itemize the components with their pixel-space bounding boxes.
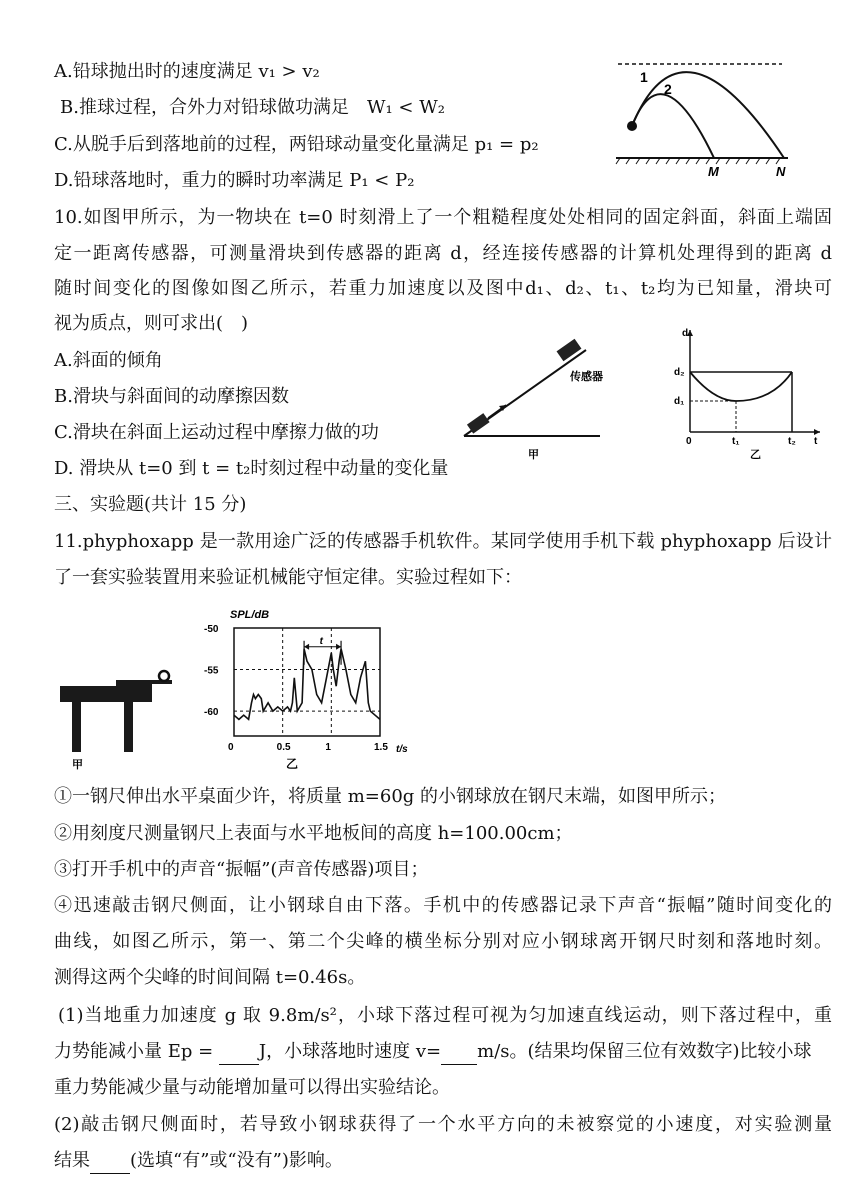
- q10-incline-figure: [458, 338, 608, 464]
- x-tick-label: 1: [325, 742, 331, 753]
- q11-step-3: ③打开手机中的声音“振幅”(声音传感器)项目；: [54, 859, 429, 880]
- q10-stem-line-3: 随时间变化的图像如图乙所示，若重力加速度以及图中d₁、d₂、t₁、t₂均为已知量，滑块可: [54, 278, 832, 299]
- x-tick-label: 1.5: [374, 742, 388, 753]
- tabletop: [60, 686, 152, 702]
- q9-option-c: C.从脱手后到落地前的过程，两铅球动量变化量满足 p₁ = p₂: [54, 134, 539, 155]
- q11-sub1-text-a: 力势能减小量 Ep =: [54, 1041, 219, 1062]
- q10-stem-line-4: 视为质点，则可求出( ): [54, 313, 249, 334]
- q11-step-4-line-3: 测得这两个尖峰的时间间隔 t=0.46s。: [54, 967, 366, 988]
- shot-ball: [627, 121, 637, 131]
- q11-sub1-line-3: 重力势能减少量与动能增加量可以得出实验结论。: [54, 1077, 450, 1098]
- y-tick-label: -50: [204, 624, 219, 635]
- distance-sensor: [557, 339, 582, 361]
- chart-grid: [234, 628, 380, 736]
- t-axis-label: t: [814, 436, 818, 447]
- y-tick-label: -60: [204, 707, 219, 719]
- q11-sub2-text-b: (选填“有”或“没有”)影响。: [130, 1150, 343, 1171]
- origin-label: 0: [686, 436, 692, 447]
- fig-yi-caption: 乙: [750, 449, 761, 461]
- q9-option-d: D.铅球落地时，重力的瞬时功率满足 P₁ < P₂: [54, 170, 415, 191]
- q10-option-a: A.斜面的倾角: [54, 350, 163, 371]
- q9-option-a: A.铅球抛出时的速度满足 v₁ > v₂: [54, 61, 320, 82]
- x-tick-label: 0: [228, 742, 234, 753]
- trajectory-2: [632, 94, 714, 158]
- interval-label: t: [319, 635, 323, 647]
- table-leg-left: [72, 700, 81, 752]
- influence-answer-blank[interactable]: [90, 1149, 130, 1174]
- fig-jia-caption: 甲: [528, 449, 539, 461]
- d1-label: d₁: [674, 396, 685, 407]
- t1-label: t₁: [732, 436, 740, 447]
- y-axis-label: SPL/dB: [230, 609, 270, 621]
- q9-option-b: B.推球过程，合外力对铅球做功满足 W₁ < W₂: [60, 97, 445, 118]
- velocity-answer-blank[interactable]: [441, 1040, 477, 1065]
- spl-chart: [198, 604, 428, 774]
- d2-label: d₂: [674, 367, 685, 378]
- q11-step-1: ①一钢尺伸出水平桌面少许，将质量 m=60g 的小钢球放在钢尺末端，如图甲所示；: [54, 786, 727, 807]
- interval-marker: [304, 636, 341, 665]
- q11-intro-line-1: 11.phyphoxapp 是一款用途广泛的传感器手机软件。某同学使用手机下载 phyphoxapp 后设计: [54, 531, 832, 552]
- q10-option-c: C.滑块在斜面上运动过程中摩擦力做的功: [54, 422, 379, 443]
- q11-step-4-line-2: 曲线，如图乙所示，第一、第二个尖峰的横坐标分别对应小钢球离开钢尺时刻和落地时刻。: [54, 931, 832, 952]
- q11-table-figure: [60, 670, 180, 770]
- energy-answer-blank[interactable]: [219, 1040, 259, 1065]
- y-tick-label: -55: [204, 665, 219, 677]
- q11-sub2-line-2: [54, 1149, 343, 1174]
- steel-ball: [159, 671, 169, 681]
- q11-sub1-text-b: J，小球落地时速度 v=: [258, 1041, 442, 1062]
- distance-curve: [690, 372, 792, 401]
- curve-2-label: 2: [664, 81, 672, 97]
- q11-sub2-text-a: 结果: [54, 1150, 90, 1171]
- q11-sub1-text-c: m/s。(结果均保留三位有效数字)比较小球: [477, 1041, 812, 1062]
- q10-stem-line-1: 10.如图甲所示，为一物块在 t=0 时刻滑上了一个粗糙程度处处相同的固定斜面，斜面上端固: [54, 207, 832, 228]
- curve-1-label: 1: [640, 69, 648, 85]
- q11-sub2-line-1: (2)敲击钢尺侧面时，若导致小钢球获得了一个水平方向的未被察觉的小速度，对实验测量: [54, 1114, 832, 1135]
- q10-distance-time-graph: [668, 326, 828, 462]
- point-n-label: N: [776, 164, 786, 179]
- section-heading: 三、实验题(共计 15 分): [54, 494, 247, 515]
- chart-frame: [234, 628, 380, 736]
- table-leg-right: [124, 700, 133, 752]
- q11-step-4-line-1: ④迅速敲击钢尺侧面，让小钢球自由下落。手机中的传感器记录下声音“振幅”随时间变化的: [54, 895, 832, 916]
- point-m-label: M: [708, 164, 719, 179]
- spl-series-line: [234, 649, 380, 720]
- q11-intro-line-2: 了一套实验装置用来验证机械能守恒定律。实验过程如下：: [54, 567, 522, 588]
- fig-yi-caption-q11: 乙: [286, 757, 299, 771]
- t2-label: t₂: [788, 436, 796, 447]
- q10-option-b: B.滑块与斜面间的动摩擦因数: [54, 386, 289, 407]
- q10-option-d: D. 滑块从 t=0 到 t = t₂时刻过程中动量的变化量: [54, 458, 449, 479]
- d-axis-label: d: [682, 328, 689, 339]
- q11-sub1-line-2: [54, 1040, 812, 1065]
- sensor-label: 传感器: [570, 371, 603, 383]
- q11-sub1-line-1: (1)当地重力加速度 g 取 9.8m/s²，小球下落过程可视为匀加速直线运动，则下落过程中，重: [58, 1005, 832, 1026]
- x-tick-label: 0.5: [276, 742, 291, 753]
- x-axis-label: t/s: [396, 744, 408, 755]
- q9-trajectory-figure: [612, 54, 792, 178]
- fig-jia-caption-q11: 甲: [72, 759, 83, 771]
- q11-step-2: ②用刻度尺测量钢尺上表面与水平地板间的高度 h=100.00cm；: [54, 823, 573, 844]
- chart-tick-labels: [204, 624, 388, 753]
- q10-stem-line-2: 定一距离传感器，可测量滑块到传感器的距离 d，经连接传感器的计算机处理得到的距离 d: [54, 243, 832, 264]
